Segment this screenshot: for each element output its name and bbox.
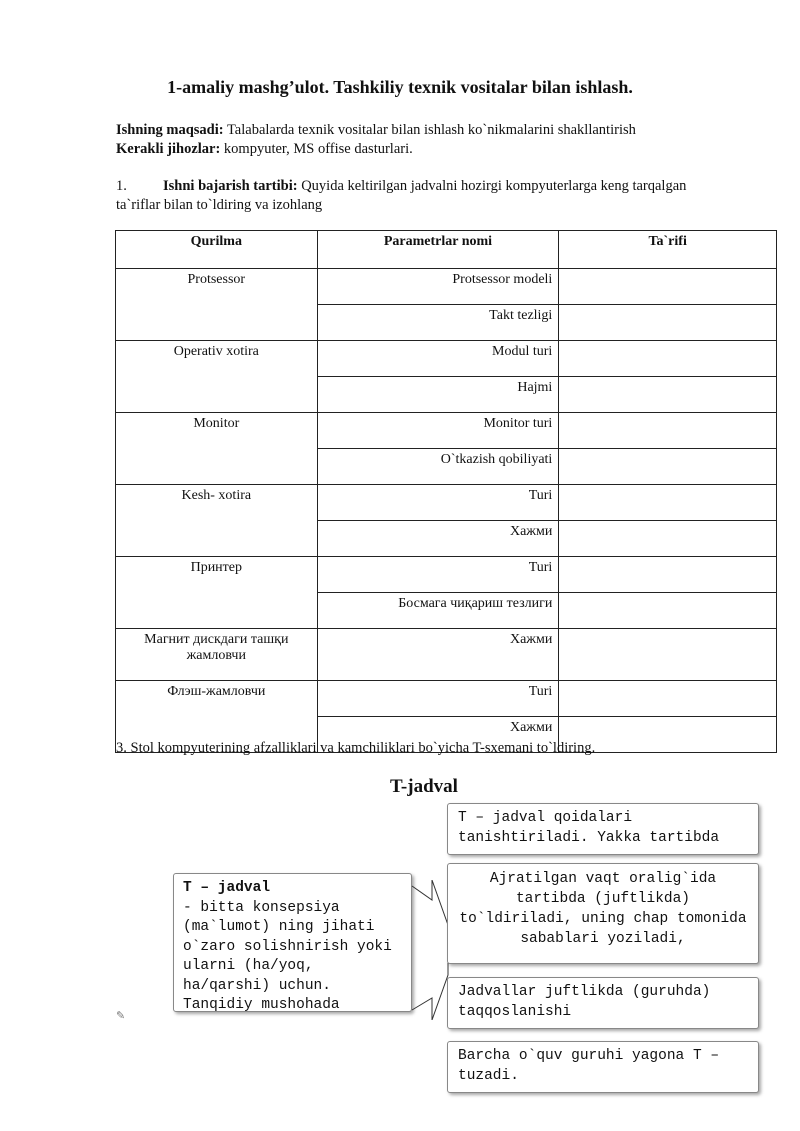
device-cell: Принтер (116, 557, 318, 629)
equipment-label: Kerakli jihozlar: (116, 141, 221, 157)
bracket-arrow-icon (410, 880, 450, 1020)
tjadval-step-box-3: Jadvallar juftlikda (guruhda) taqqoslanishi (447, 977, 759, 1029)
device-cell: Kesh- xotira (116, 485, 318, 557)
table-row (116, 485, 777, 521)
tjadval-step-box-1: T – jadval qoidalari tanishtiriladi. Yakka tartibda (447, 803, 759, 855)
tjadval-title: T-jadval (390, 776, 458, 797)
param-cell: Босмага чиқариш тезлиги (317, 593, 559, 629)
description-cell[interactable] (559, 269, 777, 305)
devices-table (115, 230, 777, 753)
goal-line (116, 121, 636, 139)
param-cell: Protsessor modeli (317, 269, 559, 305)
step3-line: 3. Stol kompyuterining afzalliklari va kamchiliklari bo`yicha T-sxemani to`ldiring. (116, 740, 596, 756)
device-cell: Магнит дискдаги ташқи жамловчи (116, 629, 318, 681)
param-cell: Хажми (317, 629, 559, 681)
equipment-line (116, 140, 413, 158)
table-row (116, 681, 777, 717)
description-cell[interactable] (559, 681, 777, 717)
step1-number: 1. (116, 178, 127, 194)
param-cell: Hajmi (317, 377, 559, 413)
param-cell: Turi (317, 681, 559, 717)
description-cell[interactable] (559, 593, 777, 629)
description-cell[interactable] (559, 413, 777, 449)
page-title: 1-amaliy mashg’ulot. Tashkiliy texnik vositalar bilan ishlash. (167, 77, 633, 97)
step1-line (116, 177, 686, 195)
goal-text: Talabalarda texnik vositalar bilan ishlash ko`nikmalarini shakllantirish (223, 122, 636, 138)
header-params: Parametrlar nomi (317, 231, 559, 269)
description-cell[interactable] (559, 557, 777, 593)
param-cell: Modul turi (317, 341, 559, 377)
device-cell: Operativ xotira (116, 341, 318, 413)
header-device: Qurilma (116, 231, 318, 269)
param-cell: Monitor turi (317, 413, 559, 449)
table-row (116, 269, 777, 305)
description-cell[interactable] (559, 629, 777, 681)
tjadval-step-box-4: Barcha o`quv guruhi yagona T – tuzadi. (447, 1041, 759, 1093)
table-header-row (116, 231, 777, 269)
step1-text: Quyida keltirilgan jadvalni hozirgi kompyuterlarga keng tarqalgan (297, 178, 687, 194)
description-cell[interactable] (559, 449, 777, 485)
param-cell: Хажми (317, 521, 559, 557)
param-cell: O`tkazish qobiliyati (317, 449, 559, 485)
description-cell[interactable] (559, 377, 777, 413)
pen-icon: ✎ (116, 1009, 126, 1022)
table-row (116, 341, 777, 377)
param-cell: Хажми (317, 717, 559, 753)
device-cell: Флэш-жамловчи (116, 681, 318, 753)
tjadval-step-box-2: Ajratilgan vaqt oralig`ida tartibda (juftlikda) to`ldiriladi, uning chap tomonida sabablari yoziladi, (447, 863, 759, 964)
tjadval-definition-heading: T – jadval (183, 880, 271, 896)
step1-label: Ishni bajarish tartibi: (163, 178, 298, 194)
table-row (116, 629, 777, 681)
param-cell: Turi (317, 485, 559, 521)
description-cell[interactable] (559, 305, 777, 341)
tjadval-definition-text: - bitta konsepsiya (ma`lumot) ning jihati o`zaro solishnirish yoki ularni (ha/yoq, ha/qarshi) uchun. Tanqidiy mushohada (183, 899, 392, 1012)
description-cell[interactable] (559, 485, 777, 521)
table-row (116, 413, 777, 449)
device-cell: Protsessor (116, 269, 318, 341)
description-cell[interactable] (559, 521, 777, 557)
step1-line2: ta`riflar bilan to`ldiring va izohlang (116, 197, 323, 213)
header-description: Ta`rifi (559, 231, 777, 269)
device-cell: Monitor (116, 413, 318, 485)
description-cell[interactable] (559, 341, 777, 377)
equipment-text: kompyuter, MS offise dasturlari. (220, 141, 413, 157)
param-cell: Turi (317, 557, 559, 593)
param-cell: Takt tezligi (317, 305, 559, 341)
table-row (116, 557, 777, 593)
goal-label: Ishning maqsadi: (116, 122, 224, 138)
tjadval-definition-box (173, 873, 412, 1012)
